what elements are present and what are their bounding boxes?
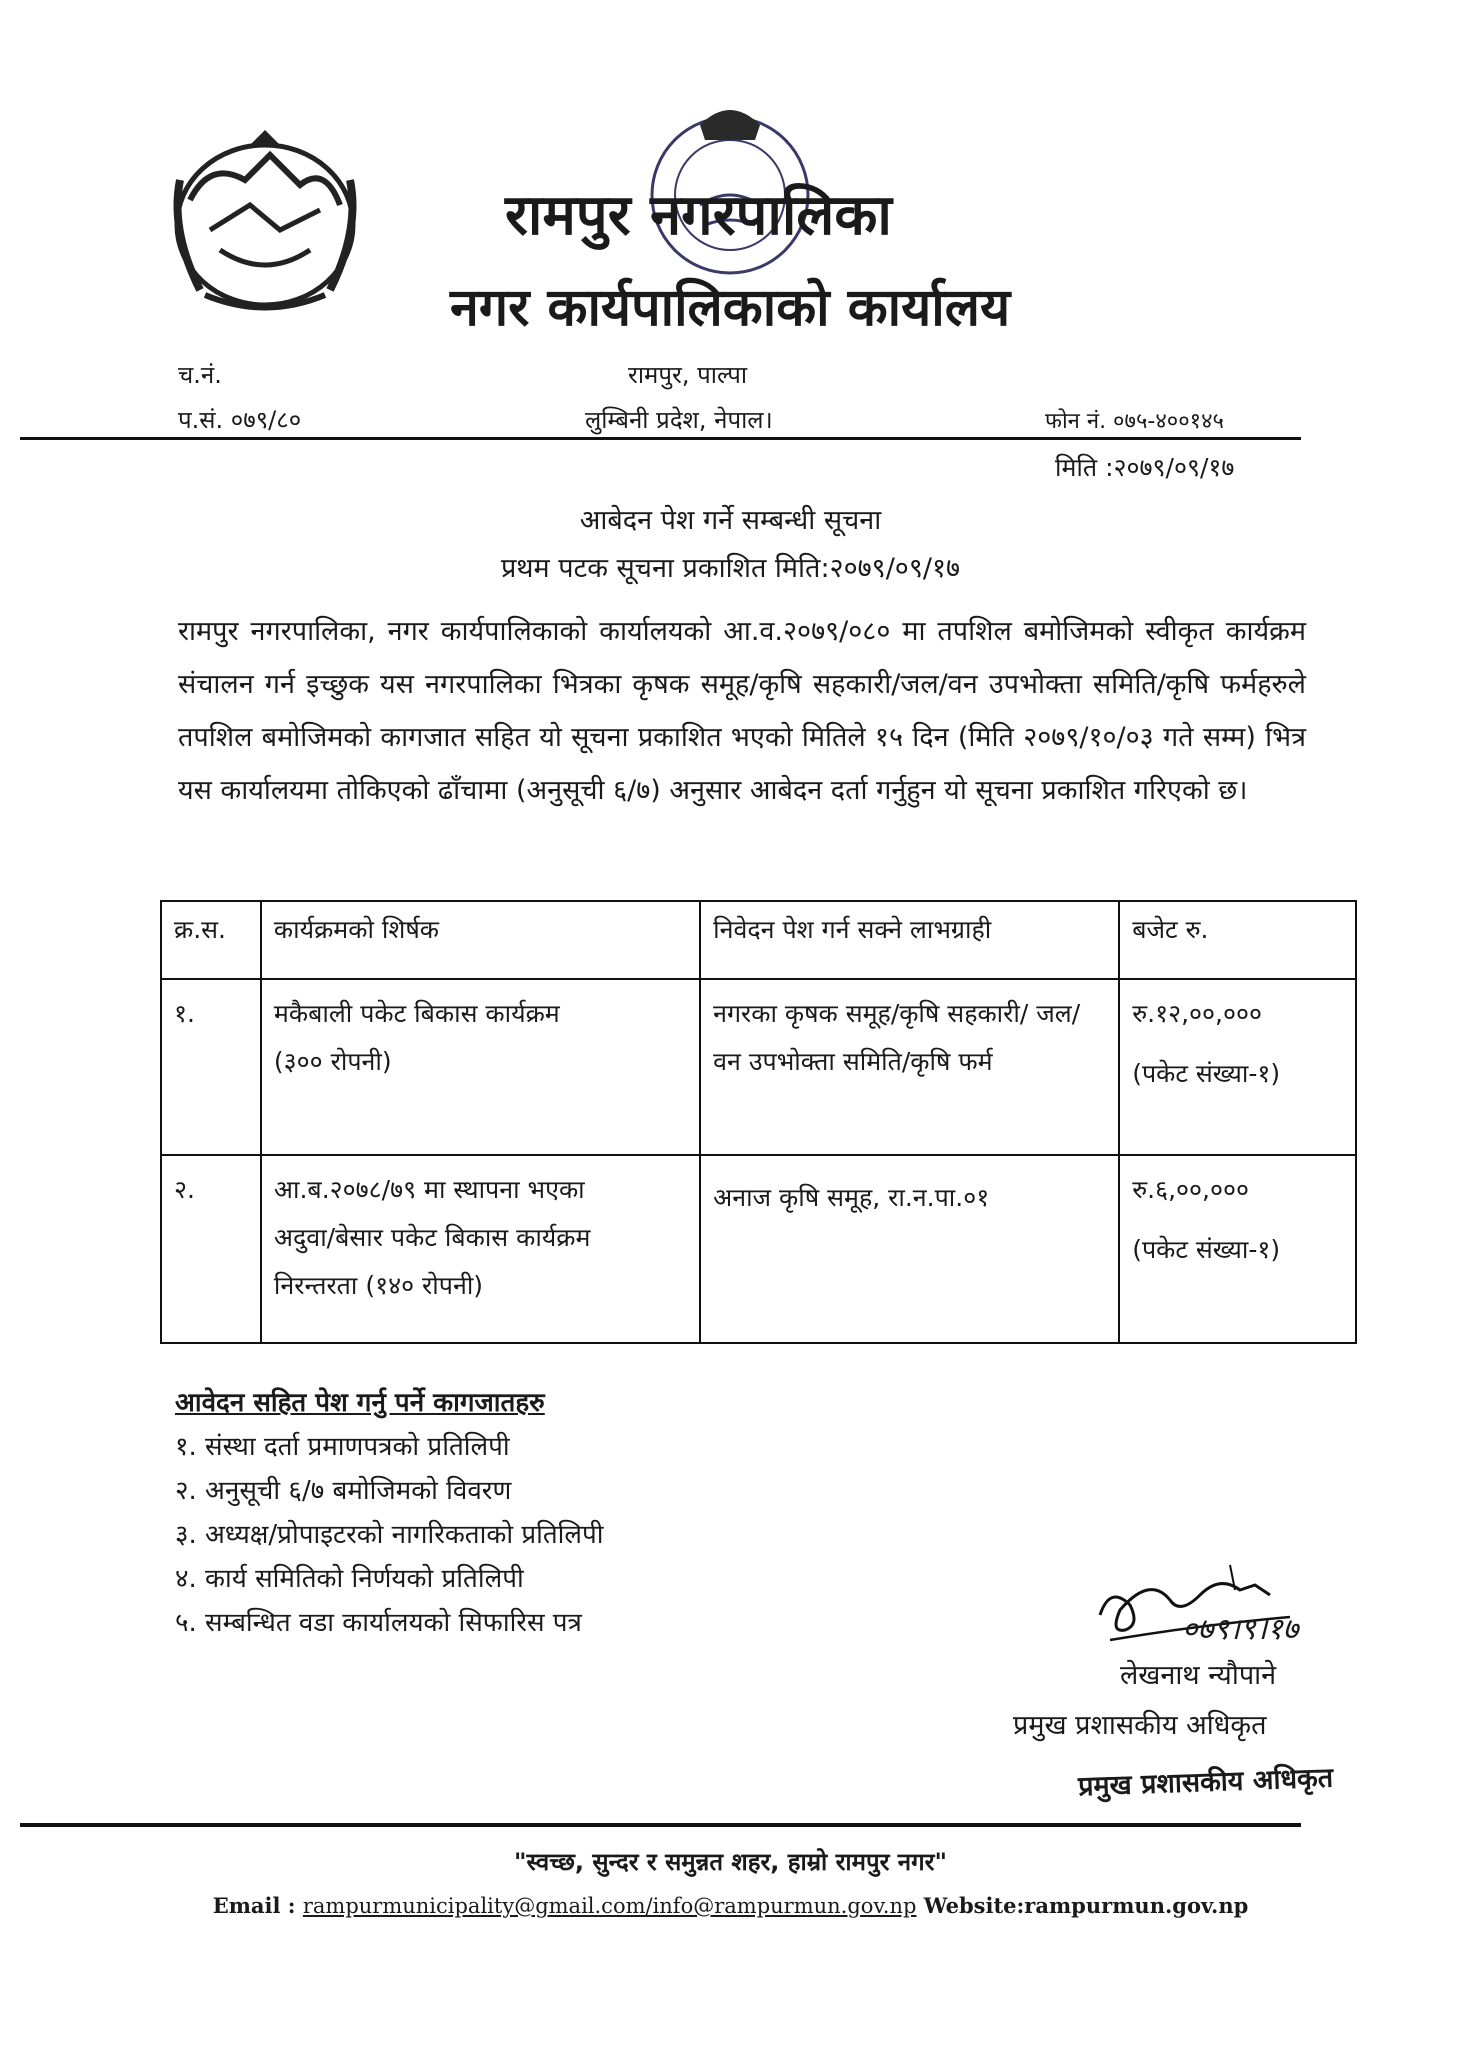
list-item: २. अनुसूची ६/७ बमोजिमको विवरण [175, 1476, 512, 1506]
header-beneficiary: निवेदन पेश गर्न सक्ने लाभग्राही [700, 901, 1119, 979]
program-table [160, 900, 1357, 1344]
table-header-row [161, 901, 1356, 979]
row-beneficiary: अनाज कृषि समूह, रा.न.पा.०१ [700, 1155, 1119, 1343]
documents-list [175, 1425, 604, 1645]
office-title: नगर कार्यपालिकाको कार्यालय [450, 278, 1011, 338]
budget-amount: रु.१२,००,००० [1132, 999, 1262, 1028]
row-budget [1119, 1155, 1356, 1343]
list-item: १. संस्था दर्ता प्रमाणपत्रको प्रतिलिपी [175, 1432, 510, 1462]
footer-contact [0, 1893, 1461, 1918]
list-item: ४. कार्य समितिको निर्णयको प्रतिलिपी [175, 1564, 524, 1594]
municipality-title: रामपुर नगरपालिका [505, 183, 892, 248]
notice-title: आबेदन पेश गर्ने सम्बन्धी सूचना [579, 505, 882, 536]
row-sn: २. [161, 1155, 261, 1343]
row-title-line: अदुवा/बेसार पकेट बिकास कार्यक्रम [273, 1223, 591, 1252]
row-program-title [261, 1155, 700, 1343]
list-item: ५. सम्बन्धित वडा कार्यालयको सिफारिस पत्र [175, 1608, 582, 1638]
nepal-emblem-icon [150, 120, 380, 320]
row-program-title [261, 979, 700, 1155]
address-line2: लुम्बिनी प्रदेश, नेपाल। [585, 406, 773, 434]
address-line1: रामपुर, पाल्पा [628, 361, 748, 389]
notice-subtitle: प्रथम पटक सूचना प्रकाशित मिति:२०७९/०९/१७ [500, 553, 961, 584]
header-program-title: कार्यक्रमको शिर्षक [261, 901, 700, 979]
signatory-designation: प्रमुख प्रशासकीय अधिकृत [1013, 1710, 1267, 1741]
footer-slogan: "स्वच्छ, सुन्दर र समुन्नत शहर, हाम्रो रामपुर नगर" [514, 1848, 947, 1876]
documents-title: आवेदन सहित पेश गर्नु पर्ने कागजातहरु [175, 1388, 545, 1418]
signature-date-handwritten: ०७९।९।१७ [1182, 1612, 1299, 1647]
email-label: Email : [212, 1893, 296, 1918]
list-item: ३. अध्यक्ष/प्रोपाइटरको नागरिकताको प्रतिलिपी [175, 1520, 604, 1550]
footer-divider [20, 1823, 1301, 1827]
table-row [161, 979, 1356, 1155]
notice-date: मिति :२०७९/०९/१७ [1055, 453, 1235, 482]
row-budget [1119, 979, 1356, 1155]
ref-no-label: च.नं. [178, 361, 222, 389]
table-row [161, 1155, 1356, 1343]
packet-count: (पकेट संख्या-१) [1132, 1059, 1281, 1088]
row-title-line: (३०० रोपनी) [273, 1047, 392, 1076]
fiscal-year: प.सं. ०७९/८० [178, 406, 302, 434]
packet-count: (पकेट संख्या-१) [1132, 1235, 1281, 1264]
notice-body: रामपुर नगरपालिका, नगर कार्यपालिकाको कार्यालयको आ.व.२०७९/०८० मा तपशिल बमोजिमको स्वीकृत कार्यक्रम संचालन गर्न इच्छुक यस नगरपालिका भित्रका कृषक समूह/कृषि सहकारी/जल/वन उपभोक्ता समिति/कृषि फर्महरुले तपशिल बमोजिमको कागजात सहित यो सूचना प्रकाशित भएको मितिले १५ दिन (मिति २०७९/१०/०३ गते सम्म) भित्र यस कार्यालयमा तोकिएको ढाँचामा (अनुसूची ६/७) अनुसार आबेदन दर्ता गर्नुहुन यो सूचना प्रकाशित गरिएको छ। [178, 616, 1306, 806]
phone-number: फोन नं. ०७५-४००१४५ [1045, 409, 1224, 434]
row-beneficiary: नगरका कृषक समूह/कृषि सहकारी/ जल/वन उपभोक्ता समिति/कृषि फर्म [700, 979, 1119, 1155]
header-budget: बजेट रु. [1119, 901, 1356, 979]
website-link[interactable]: Website:rampurmun.gov.np [923, 1893, 1249, 1918]
row-title-line: निरन्तरता (१४० रोपनी) [273, 1271, 484, 1300]
row-title-line: आ.ब.२०७८/७९ मा स्थापना भएका [273, 1175, 585, 1204]
header-divider [20, 437, 1301, 440]
email-link[interactable]: rampurmunicipality@gmail.com/info@rampurmun.gov.np [302, 1894, 917, 1918]
signatory-name: लेखनाथ न्यौपाने [1120, 1660, 1277, 1691]
header-sn: क्र.स. [161, 901, 261, 979]
row-title-line: मकैबाली पकेट बिकास कार्यक्रम [273, 999, 560, 1028]
designation-stamp: प्रमुख प्रशासकीय अधिकृत [1077, 1762, 1334, 1803]
row-sn: १. [161, 979, 261, 1155]
budget-amount: रु.६,००,००० [1132, 1175, 1249, 1204]
